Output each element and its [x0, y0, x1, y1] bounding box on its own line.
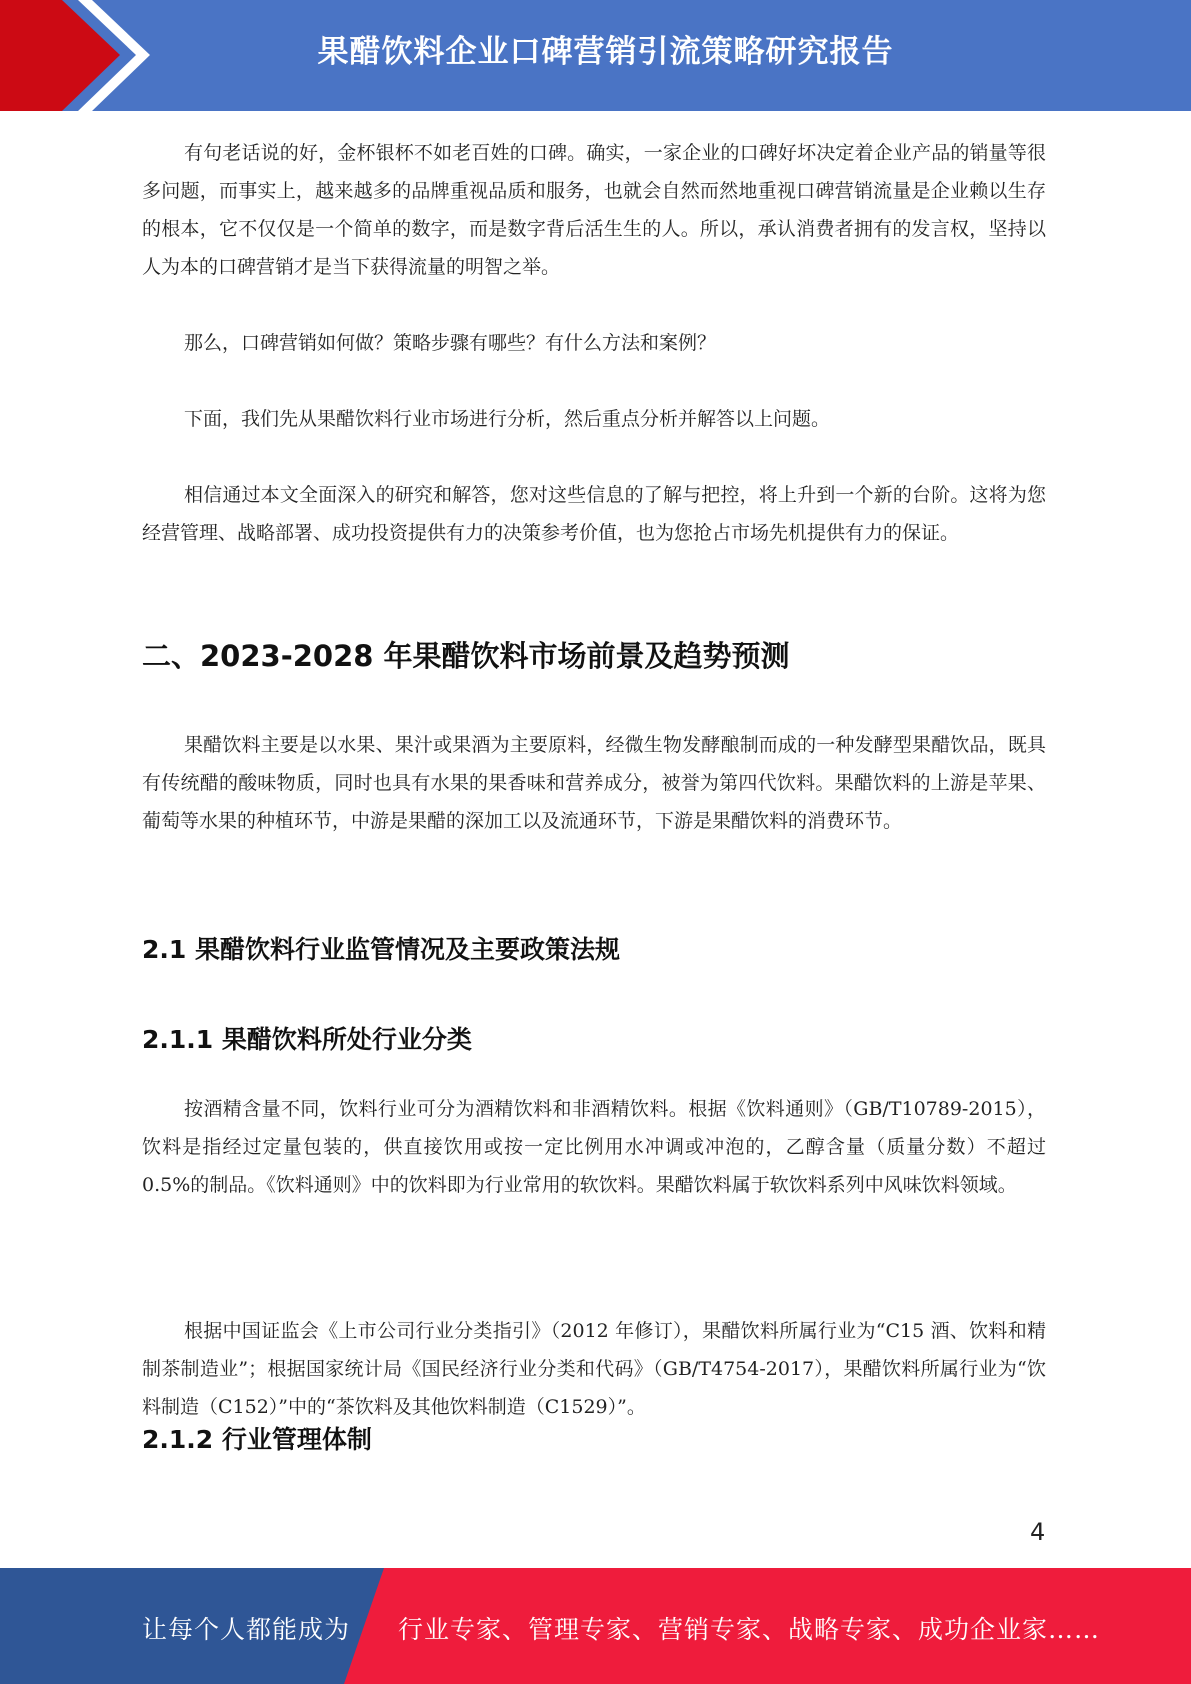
subsection-heading-2-1-2: 2.1.2 行业管理体制	[142, 1425, 372, 1454]
footer-banner	[0, 1568, 1191, 1684]
paragraph-industry-code: 根据中国证监会《上市公司行业分类指引》（2012 年修订），果醋饮料所属行业为“C15 酒、饮料和精制茶制造业”；根据国家统计局《国民经济行业分类和代码》（GB/T4754-2017），果醋饮料所属行业为“饮料制造（C152）”中的“茶饮料及其他饮料制造（C1529）”。	[142, 1320, 1046, 1418]
footer-slogan-right: 行业专家、管理专家、营销专家、战略专家、成功企业家……	[398, 1615, 1101, 1644]
paragraph-definition: 果醋饮料主要是以水果、果汁或果酒为主要原料，经微生物发酵酿制而成的一种发酵型果醋饮品，既具有传统醋的酸味物质，同时也具有水果的果香味和营养成分，被誉为第四代饮料。果醋饮料的上游是苹果、葡萄等水果的种植环节，中游是果醋的深加工以及流通环节，下游是果醋饮料的消费环节。	[142, 734, 1046, 832]
section-heading-2: 二、2023-2028 年果醋饮料市场前景及趋势预测	[142, 639, 790, 673]
subsection-heading-2-1: 2.1 果醋饮料行业监管情况及主要政策法规	[142, 935, 620, 964]
footer-slogan-left: 让每个人都能成为	[142, 1615, 351, 1644]
paragraph-classification: 按酒精含量不同，饮料行业可分为酒精饮料和非酒精饮料。根据《饮料通则》（GB/T10789-2015），饮料是指经过定量包装的，供直接饮用或按一定比例用水冲调或冲泡的，乙醇含量（质量分数）不超过 0.5%的制品。《饮料通则》中的饮料即为行业常用的软饮料。果醋饮料属于软饮料系列中风味饮料领域。	[142, 1098, 1046, 1196]
paragraph-analysis-plan: 下面，我们先从果醋饮料行业市场进行分析，然后重点分析并解答以上问题。	[184, 408, 831, 430]
paragraph-questions: 那么，口碑营销如何做？策略步骤有哪些？有什么方法和案例？	[184, 332, 717, 354]
paragraph-word-of-mouth: 有句老话说的好，金杯银杯不如老百姓的口碑。确实，一家企业的口碑好坏决定着企业产品的销量等很多问题，而事实上，越来越多的品牌重视品质和服务，也就会自然而然地重视口碑营销流量是企业赖以生存的根本，它不仅仅是一个简单的数字，而是数字背后活生生的人。所以，承认消费者拥有的发言权，坚持以人为本的口碑营销才是当下获得流量的明智之举。	[142, 142, 1046, 278]
page-number: 4	[1030, 1518, 1046, 1546]
header-banner	[0, 0, 1191, 111]
report-title: 果醋饮料企业口碑营销引流策略研究报告	[317, 34, 894, 70]
subsection-heading-2-1-1: 2.1.1 果醋饮料所处行业分类	[142, 1025, 472, 1054]
paragraph-value: 相信通过本文全面深入的研究和解答，您对这些信息的了解与把控，将上升到一个新的台阶。这将为您经营管理、战略部署、成功投资提供有力的决策参考价值，也为您抢占市场先机提供有力的保证。	[142, 484, 1046, 544]
